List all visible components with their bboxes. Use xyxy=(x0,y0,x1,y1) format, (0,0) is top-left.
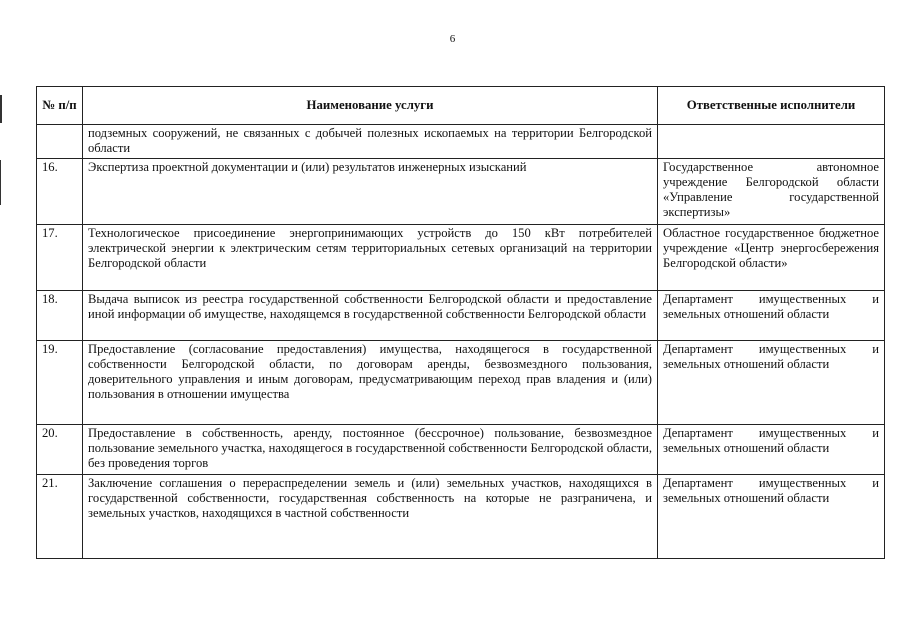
row-number: 20. xyxy=(37,424,83,474)
service-name: Предоставление в собственность, аренду, постоянное (бессрочное) пользование, безвозмездное пользование земельного участка, находящегося в государственной собственности Белгородской области, без проведения торгов xyxy=(83,424,658,474)
scan-margin-mark xyxy=(0,160,1,205)
service-name: подземных сооружений, не связанных с добычей полезных ископаемых на территории Белгородской области xyxy=(83,125,658,159)
responsible-executor: Областное государственное бюджетное учреждение «Центр энергосбережения Белгородской области» xyxy=(658,224,885,290)
responsible-executor: Департамент имущественных и земельных отношений области xyxy=(658,474,885,558)
table-row xyxy=(37,474,885,558)
table-row xyxy=(37,125,885,159)
table-row xyxy=(37,340,885,424)
row-number: 21. xyxy=(37,474,83,558)
table-row xyxy=(37,158,885,224)
scan-margin-mark xyxy=(0,95,2,123)
row-number xyxy=(37,125,83,159)
service-name: Выдача выписок из реестра государственной собственности Белгородской области и предоставление иной информации об имуществе, находящемся в государственной собственности Белгородской области xyxy=(83,290,658,340)
table-row xyxy=(37,424,885,474)
responsible-executor: Департамент имущественных и земельных отношений области xyxy=(658,290,885,340)
service-name: Предоставление (согласование предоставления) имущества, находящегося в государственной собственности Белгородской области, по договорам аренды, безвозмездного пользования, доверительного управления и иным договорам, предусматривающим переход прав владения и (или) пользования в отношении имущества xyxy=(83,340,658,424)
service-name: Экспертиза проектной документации и (или) результатов инженерных изысканий xyxy=(83,158,658,224)
responsible-executor: Департамент имущественных и земельных отношений области xyxy=(658,340,885,424)
header-service-name: Наименование услуги xyxy=(83,87,658,125)
header-responsible: Ответственные исполнители xyxy=(658,87,885,125)
responsible-executor: Департамент имущественных и земельных отношений области xyxy=(658,424,885,474)
row-number: 19. xyxy=(37,340,83,424)
table-row xyxy=(37,224,885,290)
header-num: № п/п xyxy=(37,87,83,125)
services-table xyxy=(36,86,885,559)
table-row xyxy=(37,290,885,340)
table-header-row xyxy=(37,87,885,125)
row-number: 18. xyxy=(37,290,83,340)
responsible-executor xyxy=(658,125,885,159)
service-name: Технологическое присоединение энергопринимающих устройств до 150 кВт потребителей электрической энергии к электрическим сетям территориальных сетевых организаций на территории Белгородской области xyxy=(83,224,658,290)
service-name: Заключение соглашения о перераспределении земель и (или) земельных участков, находящихся в государственной собственности, государственная собственность на которые не разграничена, и земельных участков, находящихся в частной собственности xyxy=(83,474,658,558)
row-number: 17. xyxy=(37,224,83,290)
row-number: 16. xyxy=(37,158,83,224)
page-number: 6 xyxy=(449,33,456,45)
responsible-executor: Государственное автономное учреждение Белгородской области «Управление государственной экспертизы» xyxy=(658,158,885,224)
